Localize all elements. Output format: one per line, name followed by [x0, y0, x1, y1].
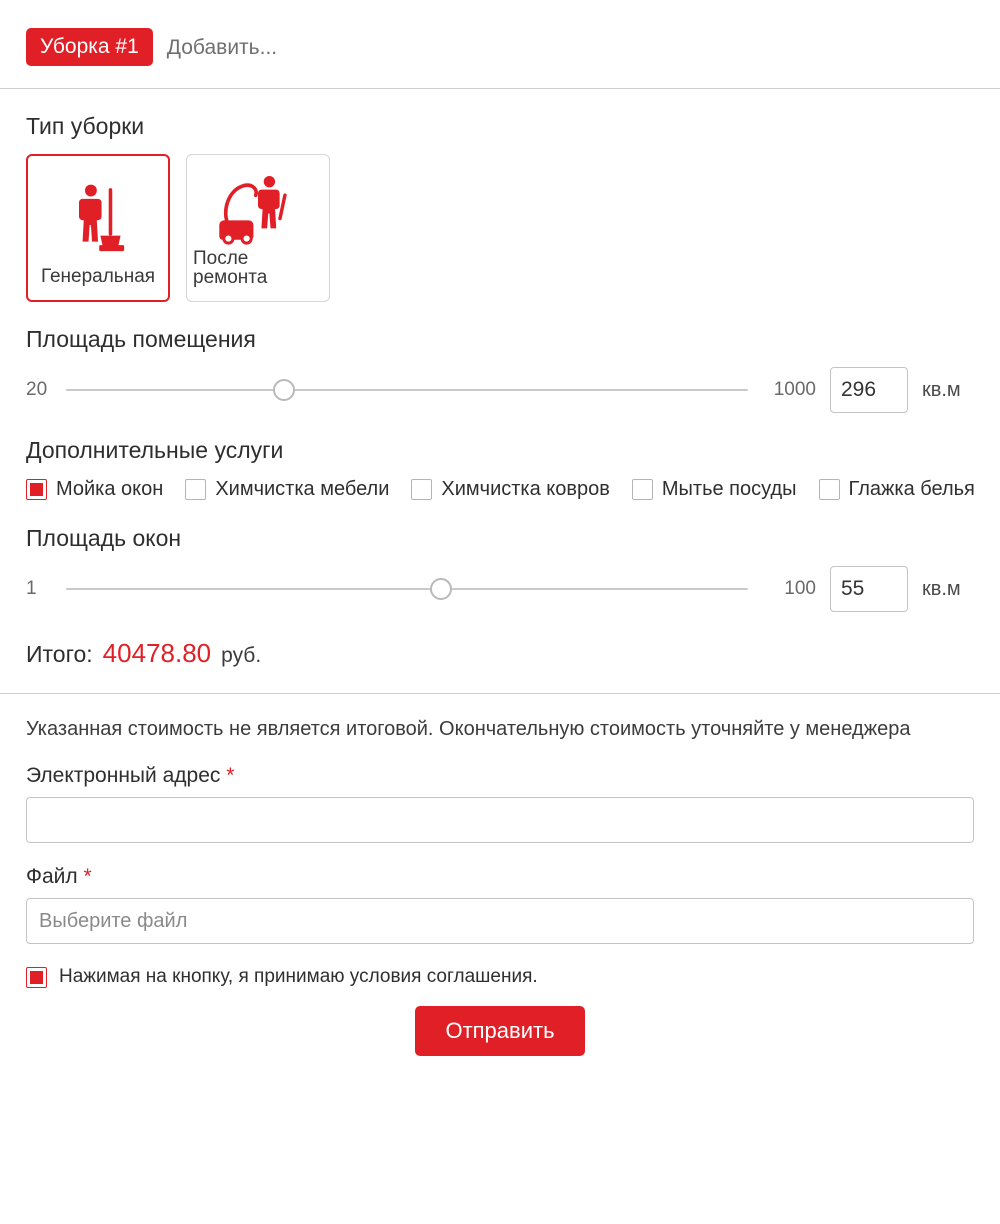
email-field-group	[26, 764, 974, 843]
extra-option-furniture-cleaning[interactable]	[185, 478, 389, 501]
area-slider-max: 1000	[773, 379, 816, 400]
windows-area-slider-handle[interactable]	[430, 578, 452, 600]
required-mark: *	[226, 764, 235, 787]
tab-add-button[interactable]: Добавить...	[166, 35, 278, 59]
windows-area-slider-min: 1	[26, 578, 37, 599]
area-title: Площадь помещения	[26, 326, 256, 352]
file-field-label	[26, 865, 974, 889]
vacuum-cleaner-worker-icon	[217, 169, 299, 249]
extra-option-label: Мойка окон	[56, 478, 164, 500]
checkbox-icon[interactable]	[819, 479, 840, 500]
area-slider-min: 20	[26, 379, 48, 400]
calculator-panel	[0, 88, 1000, 694]
area-slider-row	[26, 367, 974, 413]
total-row	[26, 638, 974, 669]
extra-option-label: Химчистка мебели	[215, 478, 390, 500]
submit-row	[26, 1006, 974, 1074]
area-slider-handle[interactable]	[273, 379, 295, 401]
area-slider[interactable]	[66, 378, 748, 402]
total-currency: руб.	[221, 644, 262, 667]
extras-title: Дополнительные услуги	[26, 437, 284, 463]
area-value-input[interactable]	[830, 367, 908, 413]
required-mark: *	[83, 865, 92, 888]
windows-area-slider-max: 100	[784, 578, 816, 599]
price-disclaimer: Указанная стоимость не является итоговой. Окончательную стоимость уточняйте у менеджера	[26, 718, 911, 740]
order-form-panel	[0, 694, 1000, 1074]
submit-button[interactable]: Отправить	[415, 1006, 584, 1056]
area-slider-track	[66, 389, 748, 391]
email-input[interactable]	[26, 797, 974, 843]
extra-option-dishwashing[interactable]	[632, 478, 797, 501]
email-label-text: Электронный адрес	[26, 764, 221, 787]
total-value: 40478.80	[102, 638, 212, 668]
checkbox-icon[interactable]	[185, 479, 206, 500]
cleaning-type-title: Тип уборки	[26, 113, 145, 139]
windows-area-title: Площадь окон	[26, 525, 182, 551]
area-unit: кв.м	[922, 378, 961, 401]
cleaning-type-options	[26, 154, 974, 302]
extra-option-ironing[interactable]	[819, 478, 975, 501]
checkbox-icon[interactable]	[411, 479, 432, 500]
agreement-label: Нажимая на кнопку, я принимаю условия соглашения.	[59, 966, 538, 987]
total-label: Итого:	[26, 641, 93, 667]
extra-option-label: Мытье посуды	[661, 478, 797, 500]
cleaner-with-mop-icon	[60, 170, 136, 267]
windows-area-unit: кв.м	[922, 577, 961, 600]
checkbox-icon[interactable]	[26, 967, 47, 988]
cleaning-type-option-after-repair[interactable]	[186, 154, 330, 302]
extra-option-window-washing[interactable]	[26, 478, 163, 501]
file-input[interactable]	[26, 898, 974, 944]
extra-option-label: Глажка белья	[848, 478, 975, 500]
windows-area-slider-row	[26, 566, 974, 612]
cleaning-type-label: Генеральная	[40, 266, 156, 287]
checkbox-icon[interactable]	[632, 479, 653, 500]
extras-checkbox-row	[26, 478, 974, 501]
windows-area-slider[interactable]	[66, 577, 748, 601]
checkbox-icon[interactable]	[26, 479, 47, 500]
cleaning-type-label: После ремонта	[193, 248, 268, 288]
email-field-label	[26, 764, 974, 788]
windows-area-slider-track	[66, 588, 748, 590]
extra-option-carpet-cleaning[interactable]	[411, 478, 609, 501]
extra-option-label: Химчистка ковров	[441, 478, 610, 500]
agreement-row[interactable]	[26, 966, 974, 988]
tabs-bar	[0, 0, 1000, 88]
cleaning-type-option-general[interactable]	[26, 154, 170, 302]
file-field-group	[26, 865, 974, 944]
windows-area-value-input[interactable]	[830, 566, 908, 612]
tab-cleaning-1[interactable]: Уборка #1	[26, 28, 153, 66]
file-label-text: Файл	[26, 865, 78, 888]
